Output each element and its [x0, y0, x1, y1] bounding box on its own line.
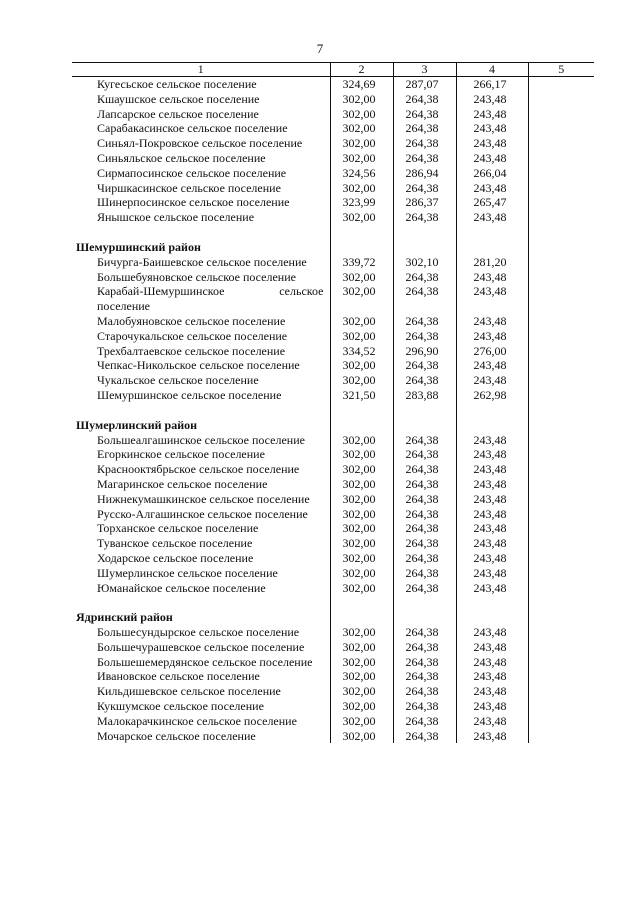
table-row	[72, 581, 594, 596]
column-header-5: 5	[528, 63, 594, 77]
settlement-name: Чиршкасинское сельское поселение	[97, 180, 281, 195]
table-row	[72, 181, 594, 196]
settlement-name: Большечурашевское сельское поселение	[97, 639, 305, 654]
district-name: Ядринский район	[76, 610, 173, 625]
empty-cell	[393, 418, 456, 433]
table-row	[72, 433, 594, 448]
table-row	[72, 373, 594, 388]
spacer-row	[72, 403, 594, 418]
value-v4: 243,48	[456, 358, 528, 373]
settlement-name: Большебуяновское сельское поселение	[97, 269, 296, 284]
settlement-name: Краснооктябрьское сельское поселение	[97, 462, 300, 477]
table-row	[72, 388, 594, 403]
value-v3: 264,38	[393, 151, 456, 166]
column-5-cell	[528, 255, 594, 270]
value-v2: 302,00	[330, 92, 393, 107]
value-v4: 281,20	[456, 255, 528, 270]
value-v3: 264,38	[393, 729, 456, 744]
value-v3: 264,38	[393, 521, 456, 536]
value-v3: 264,38	[393, 551, 456, 566]
column-5-cell	[528, 270, 594, 285]
value-v2: 302,00	[330, 729, 393, 744]
settlement-name: Мочарское сельское поселение	[97, 728, 256, 743]
table-row	[72, 107, 594, 122]
column-header-3: 3	[393, 63, 456, 77]
spacer-cell	[528, 225, 594, 240]
spacer-cell	[72, 225, 330, 240]
column-5-cell	[528, 388, 594, 403]
value-v4: 243,48	[456, 462, 528, 477]
settlement-name: Чепкас-Никольское сельское поселение	[97, 358, 300, 373]
settlement-name: Туванское сельское поселение	[97, 536, 253, 551]
settlement-name: Шемуршинское сельское поселение	[97, 387, 282, 402]
empty-cell	[456, 418, 528, 433]
value-v3: 283,88	[393, 388, 456, 403]
settlement-name: Юманайское сельское поселение	[97, 580, 266, 595]
column-5-cell	[528, 284, 594, 314]
table-header-row	[72, 63, 594, 77]
value-v3: 264,38	[393, 536, 456, 551]
table-row	[72, 329, 594, 344]
value-v3: 264,38	[393, 684, 456, 699]
column-5-cell	[528, 195, 594, 210]
value-v4: 243,48	[456, 507, 528, 522]
value-v4: 243,48	[456, 566, 528, 581]
value-v4: 243,48	[456, 447, 528, 462]
value-v2: 324,56	[330, 166, 393, 181]
value-v2: 302,00	[330, 314, 393, 329]
table-row	[72, 507, 594, 522]
value-v2: 302,00	[330, 107, 393, 122]
value-v4: 243,48	[456, 714, 528, 729]
value-v3: 264,38	[393, 581, 456, 596]
column-header-1: 1	[72, 63, 330, 77]
value-v4: 243,48	[456, 684, 528, 699]
settlement-name: Большесундырское сельское поселение	[97, 625, 300, 640]
column-5-cell	[528, 551, 594, 566]
settlement-name: Русско-Алгашинское сельское поселение	[97, 506, 308, 521]
value-v2: 302,00	[330, 270, 393, 285]
value-v2: 302,00	[330, 477, 393, 492]
value-v2: 323,99	[330, 195, 393, 210]
value-v4: 243,48	[456, 373, 528, 388]
value-v3: 264,38	[393, 714, 456, 729]
settlement-name: Карабай-Шемуршинское сельское поселение	[97, 284, 324, 314]
value-v4: 266,17	[456, 77, 528, 92]
settlement-name: Кукшумское сельское поселение	[97, 699, 264, 714]
spacer-cell	[528, 403, 594, 418]
table-row	[72, 536, 594, 551]
page-number: 7	[316, 41, 324, 56]
table-row	[72, 699, 594, 714]
settlement-name: Магаринское сельское поселение	[97, 476, 268, 491]
value-v2: 302,00	[330, 447, 393, 462]
spacer-cell	[330, 225, 393, 240]
column-5-cell	[528, 492, 594, 507]
value-v4: 243,48	[456, 536, 528, 551]
table-row	[72, 314, 594, 329]
spacer-row	[72, 225, 594, 240]
value-v4: 243,48	[456, 136, 528, 151]
spacer-row	[72, 595, 594, 610]
value-v3: 264,38	[393, 625, 456, 640]
settlement-name: Синьяльское сельское поселение	[97, 150, 266, 165]
table-row	[72, 492, 594, 507]
value-v4: 243,48	[456, 181, 528, 196]
table-row	[72, 462, 594, 477]
column-5-cell	[528, 373, 594, 388]
value-v3: 287,07	[393, 77, 456, 92]
table-row	[72, 92, 594, 107]
spacer-cell	[456, 403, 528, 418]
settlement-name: Сирмапосинское сельское поселение	[97, 165, 287, 180]
column-5-cell	[528, 136, 594, 151]
column-5-cell	[528, 625, 594, 640]
value-v4: 243,48	[456, 492, 528, 507]
column-5-cell	[528, 329, 594, 344]
settlement-name: Большешемердянское сельское поселение	[97, 654, 313, 669]
column-5-cell	[528, 507, 594, 522]
value-v3: 302,10	[393, 255, 456, 270]
settlement-name: Бичурга-Баишевское сельское поселение	[97, 254, 307, 269]
table-row	[72, 195, 594, 210]
column-5-cell	[528, 477, 594, 492]
value-v3: 264,38	[393, 284, 456, 314]
value-v3: 264,38	[393, 640, 456, 655]
value-v2: 302,00	[330, 536, 393, 551]
value-v4: 243,48	[456, 121, 528, 136]
table-row	[72, 655, 594, 670]
settlement-name: Торханское сельское поселение	[97, 521, 259, 536]
value-v4: 243,48	[456, 655, 528, 670]
value-v2: 302,00	[330, 581, 393, 596]
settlement-name: Трехбалтаевское сельское поселение	[97, 343, 286, 358]
table-row	[72, 358, 594, 373]
table-row	[72, 284, 594, 314]
value-v2: 302,00	[330, 640, 393, 655]
value-v2: 302,00	[330, 669, 393, 684]
settlement-name: Чукальское сельское поселение	[97, 373, 259, 388]
column-5-cell	[528, 447, 594, 462]
table-body	[72, 77, 594, 744]
settlement-name: Егоркинское сельское поселение	[97, 447, 265, 462]
value-v2: 302,00	[330, 714, 393, 729]
value-v4: 243,48	[456, 329, 528, 344]
column-5-cell	[528, 358, 594, 373]
column-5-cell	[528, 121, 594, 136]
table-row	[72, 566, 594, 581]
table-row	[72, 625, 594, 640]
district-name: Шемуршинский район	[76, 239, 201, 254]
spacer-cell	[456, 595, 528, 610]
empty-cell	[393, 240, 456, 255]
value-v4: 243,48	[456, 92, 528, 107]
value-v4: 243,48	[456, 669, 528, 684]
value-v4: 243,48	[456, 314, 528, 329]
value-v3: 286,37	[393, 195, 456, 210]
value-v4: 243,48	[456, 107, 528, 122]
empty-cell	[528, 418, 594, 433]
settlement-name: Шинерпосинское сельское поселение	[97, 195, 290, 210]
table-row	[72, 640, 594, 655]
column-5-cell	[528, 699, 594, 714]
value-v2: 302,00	[330, 462, 393, 477]
column-5-cell	[528, 107, 594, 122]
value-v2: 302,00	[330, 329, 393, 344]
value-v3: 264,38	[393, 433, 456, 448]
value-v3: 264,38	[393, 358, 456, 373]
value-v3: 264,38	[393, 329, 456, 344]
settlement-name: Кугесьское сельское поселение	[97, 77, 257, 91]
column-5-cell	[528, 521, 594, 536]
settlement-name: Ходарское сельское поселение	[97, 550, 254, 565]
value-v2: 302,00	[330, 699, 393, 714]
settlement-name: Синьял-Покровское сельское поселение	[97, 136, 303, 151]
value-v3: 264,38	[393, 507, 456, 522]
settlement-name: Кильдишевское сельское поселение	[97, 684, 281, 699]
table-row	[72, 684, 594, 699]
value-v2: 302,00	[330, 151, 393, 166]
value-v2: 302,00	[330, 284, 393, 314]
value-v2: 321,50	[330, 388, 393, 403]
table-row	[72, 714, 594, 729]
settlement-name: Ивановское сельское поселение	[97, 669, 260, 684]
value-v4: 243,48	[456, 477, 528, 492]
value-v3: 264,38	[393, 462, 456, 477]
column-header-4: 4	[456, 63, 528, 77]
value-v4: 243,48	[456, 581, 528, 596]
column-5-cell	[528, 344, 594, 359]
empty-cell	[330, 610, 393, 625]
settlement-name: Нижнекумашкинское сельское поселение	[97, 491, 310, 506]
settlements-table	[72, 62, 594, 743]
table-row	[72, 477, 594, 492]
value-v4: 243,48	[456, 699, 528, 714]
value-v4: 243,48	[456, 521, 528, 536]
settlement-name: Кшаушское сельское поселение	[97, 91, 260, 106]
column-5-cell	[528, 684, 594, 699]
column-5-cell	[528, 536, 594, 551]
value-v4: 276,00	[456, 344, 528, 359]
value-v4: 243,48	[456, 625, 528, 640]
table-row	[72, 551, 594, 566]
value-v2: 302,00	[330, 551, 393, 566]
table-row	[72, 136, 594, 151]
column-5-cell	[528, 166, 594, 181]
value-v4: 243,48	[456, 210, 528, 225]
value-v2: 302,00	[330, 121, 393, 136]
column-5-cell	[528, 210, 594, 225]
value-v4: 243,48	[456, 433, 528, 448]
spacer-cell	[330, 595, 393, 610]
value-v3: 264,38	[393, 477, 456, 492]
settlement-name: Лапсарское сельское поселение	[97, 106, 259, 121]
column-5-cell	[528, 433, 594, 448]
value-v3: 264,38	[393, 136, 456, 151]
table-row	[72, 521, 594, 536]
table-row	[72, 344, 594, 359]
column-5-cell	[528, 729, 594, 744]
spacer-cell	[393, 225, 456, 240]
spacer-cell	[393, 403, 456, 418]
value-v2: 339,72	[330, 255, 393, 270]
spacer-cell	[393, 595, 456, 610]
column-5-cell	[528, 581, 594, 596]
value-v3: 264,38	[393, 669, 456, 684]
value-v2: 302,00	[330, 181, 393, 196]
table-row	[72, 270, 594, 285]
spacer-cell	[72, 403, 330, 418]
value-v2: 302,00	[330, 492, 393, 507]
value-v3: 264,38	[393, 210, 456, 225]
value-v2: 302,00	[330, 625, 393, 640]
table-row	[72, 447, 594, 462]
table-row	[72, 121, 594, 136]
empty-cell	[330, 418, 393, 433]
spacer-cell	[72, 595, 330, 610]
value-v2: 302,00	[330, 373, 393, 388]
value-v3: 264,38	[393, 314, 456, 329]
value-v3: 264,38	[393, 699, 456, 714]
value-v4: 266,04	[456, 166, 528, 181]
settlement-name: Старочукальское сельское поселение	[97, 328, 288, 343]
value-v2: 302,00	[330, 136, 393, 151]
column-header-2: 2	[330, 63, 393, 77]
district-heading-row	[72, 610, 594, 625]
column-5-cell	[528, 92, 594, 107]
column-5-cell	[528, 462, 594, 477]
value-v2: 324,69	[330, 77, 393, 92]
table-row	[72, 729, 594, 744]
settlement-name: Малобуяновское сельское поселение	[97, 313, 286, 328]
district-heading-row	[72, 240, 594, 255]
value-v4: 243,48	[456, 270, 528, 285]
empty-cell	[528, 610, 594, 625]
value-v4: 243,48	[456, 151, 528, 166]
column-5-cell	[528, 655, 594, 670]
spacer-cell	[528, 595, 594, 610]
value-v3: 286,94	[393, 166, 456, 181]
value-v3: 264,38	[393, 107, 456, 122]
column-5-cell	[528, 314, 594, 329]
value-v3: 264,38	[393, 92, 456, 107]
column-5-cell	[528, 151, 594, 166]
value-v2: 302,00	[330, 684, 393, 699]
spacer-cell	[330, 403, 393, 418]
column-5-cell	[528, 181, 594, 196]
value-v3: 264,38	[393, 270, 456, 285]
value-v3: 264,38	[393, 655, 456, 670]
empty-cell	[528, 240, 594, 255]
value-v3: 296,90	[393, 344, 456, 359]
district-heading-row	[72, 418, 594, 433]
value-v2: 334,52	[330, 344, 393, 359]
settlement-name: Большеалгашинское сельское поселение	[97, 432, 305, 447]
value-v3: 264,38	[393, 566, 456, 581]
value-v4: 243,48	[456, 551, 528, 566]
empty-cell	[393, 610, 456, 625]
empty-cell	[330, 240, 393, 255]
table-row	[72, 77, 594, 92]
column-5-cell	[528, 669, 594, 684]
column-5-cell	[528, 640, 594, 655]
value-v2: 302,00	[330, 210, 393, 225]
value-v4: 262,98	[456, 388, 528, 403]
value-v4: 243,48	[456, 640, 528, 655]
value-v4: 243,48	[456, 284, 528, 314]
district-name: Шумерлинский район	[76, 417, 198, 432]
value-v3: 264,38	[393, 492, 456, 507]
table-row	[72, 255, 594, 270]
settlement-name: Малокарачкинское сельское поселение	[97, 713, 297, 728]
value-v4: 243,48	[456, 729, 528, 744]
column-5-cell	[528, 566, 594, 581]
value-v2: 302,00	[330, 521, 393, 536]
settlement-name: Янышское сельское поселение	[97, 210, 255, 225]
column-5-cell	[528, 714, 594, 729]
value-v3: 264,38	[393, 373, 456, 388]
value-v3: 264,38	[393, 447, 456, 462]
empty-cell	[456, 240, 528, 255]
value-v2: 302,00	[330, 655, 393, 670]
spacer-cell	[456, 225, 528, 240]
value-v2: 302,00	[330, 358, 393, 373]
table-row	[72, 669, 594, 684]
settlement-name: Сарабакасинское сельское поселение	[97, 121, 288, 136]
table-row	[72, 151, 594, 166]
value-v3: 264,38	[393, 121, 456, 136]
settlement-name: Шумерлинское сельское поселение	[97, 565, 278, 580]
column-5-cell	[528, 77, 594, 92]
table-row	[72, 210, 594, 225]
value-v4: 265,47	[456, 195, 528, 210]
value-v2: 302,00	[330, 507, 393, 522]
value-v2: 302,00	[330, 566, 393, 581]
value-v2: 302,00	[330, 433, 393, 448]
empty-cell	[456, 610, 528, 625]
value-v3: 264,38	[393, 181, 456, 196]
table-row	[72, 166, 594, 181]
